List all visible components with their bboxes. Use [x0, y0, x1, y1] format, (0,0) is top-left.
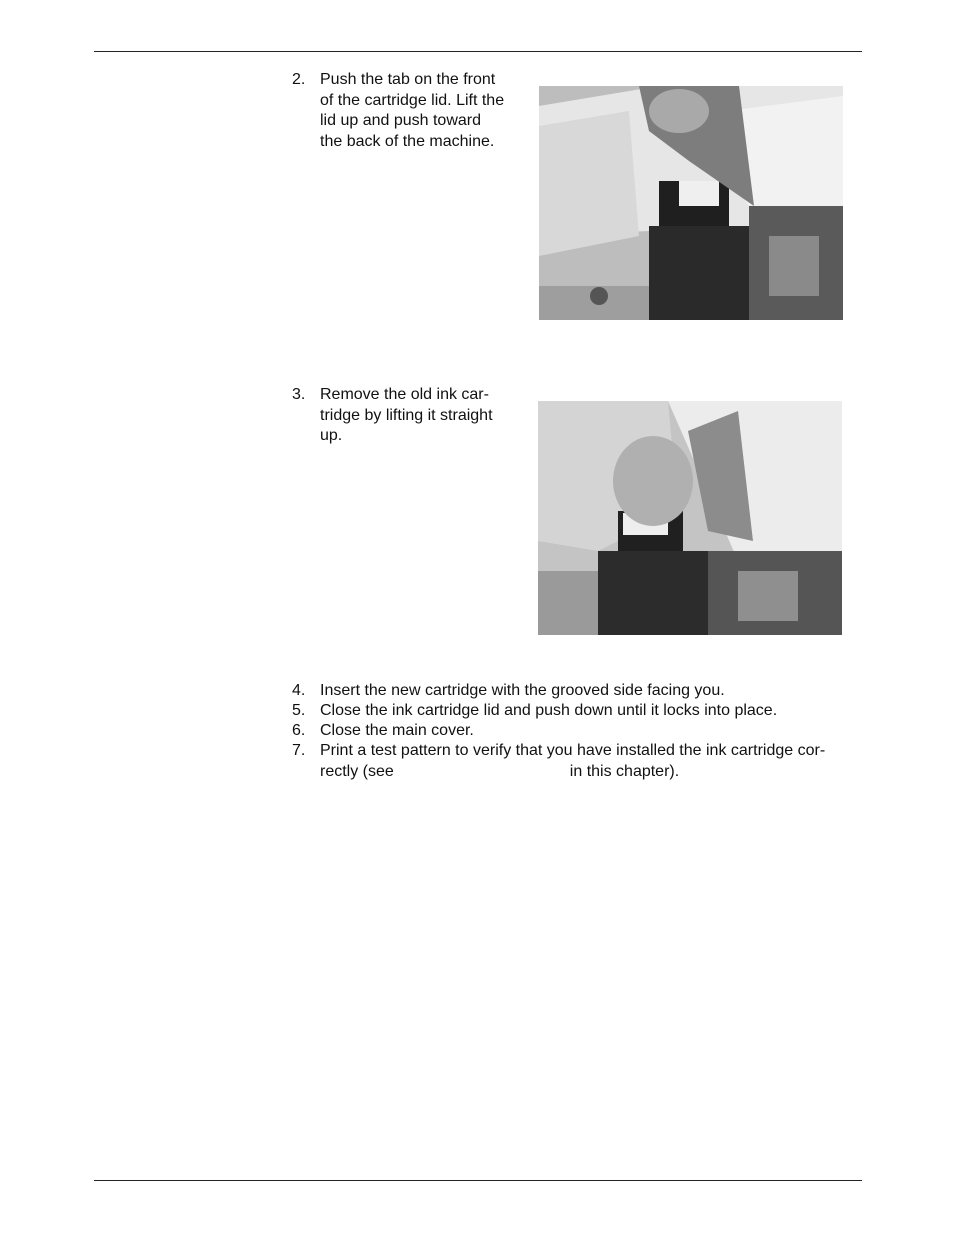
header-rule: [94, 51, 862, 52]
step-number: 7.: [292, 742, 306, 759]
step-text: Print a test pattern to verify that you have installed the ink cartridge cor- rectly (see in this chapter).: [320, 742, 826, 780]
step-number: 5.: [292, 702, 306, 719]
step-number: 4.: [292, 682, 306, 699]
step-text: Close the main cover.: [320, 722, 474, 739]
step-number: 3.: [292, 386, 306, 403]
step-text: Insert the new cartridge with the grooved side facing you.: [320, 682, 725, 699]
step-number: 2.: [292, 71, 306, 88]
photo-lift-cartridge-lid: [539, 86, 843, 320]
photo-remove-cartridge: [538, 401, 842, 635]
footer-rule: [94, 1180, 862, 1181]
step-number: 6.: [292, 722, 306, 739]
step-text: Remove the old ink car- tridge by lifting it straight up.: [320, 386, 493, 444]
step-text: Close the ink cartridge lid and push down until it locks into place.: [320, 702, 778, 719]
step-text: Push the tab on the front of the cartridge lid. Lift the lid up and push toward the back of the machine.: [320, 71, 505, 150]
